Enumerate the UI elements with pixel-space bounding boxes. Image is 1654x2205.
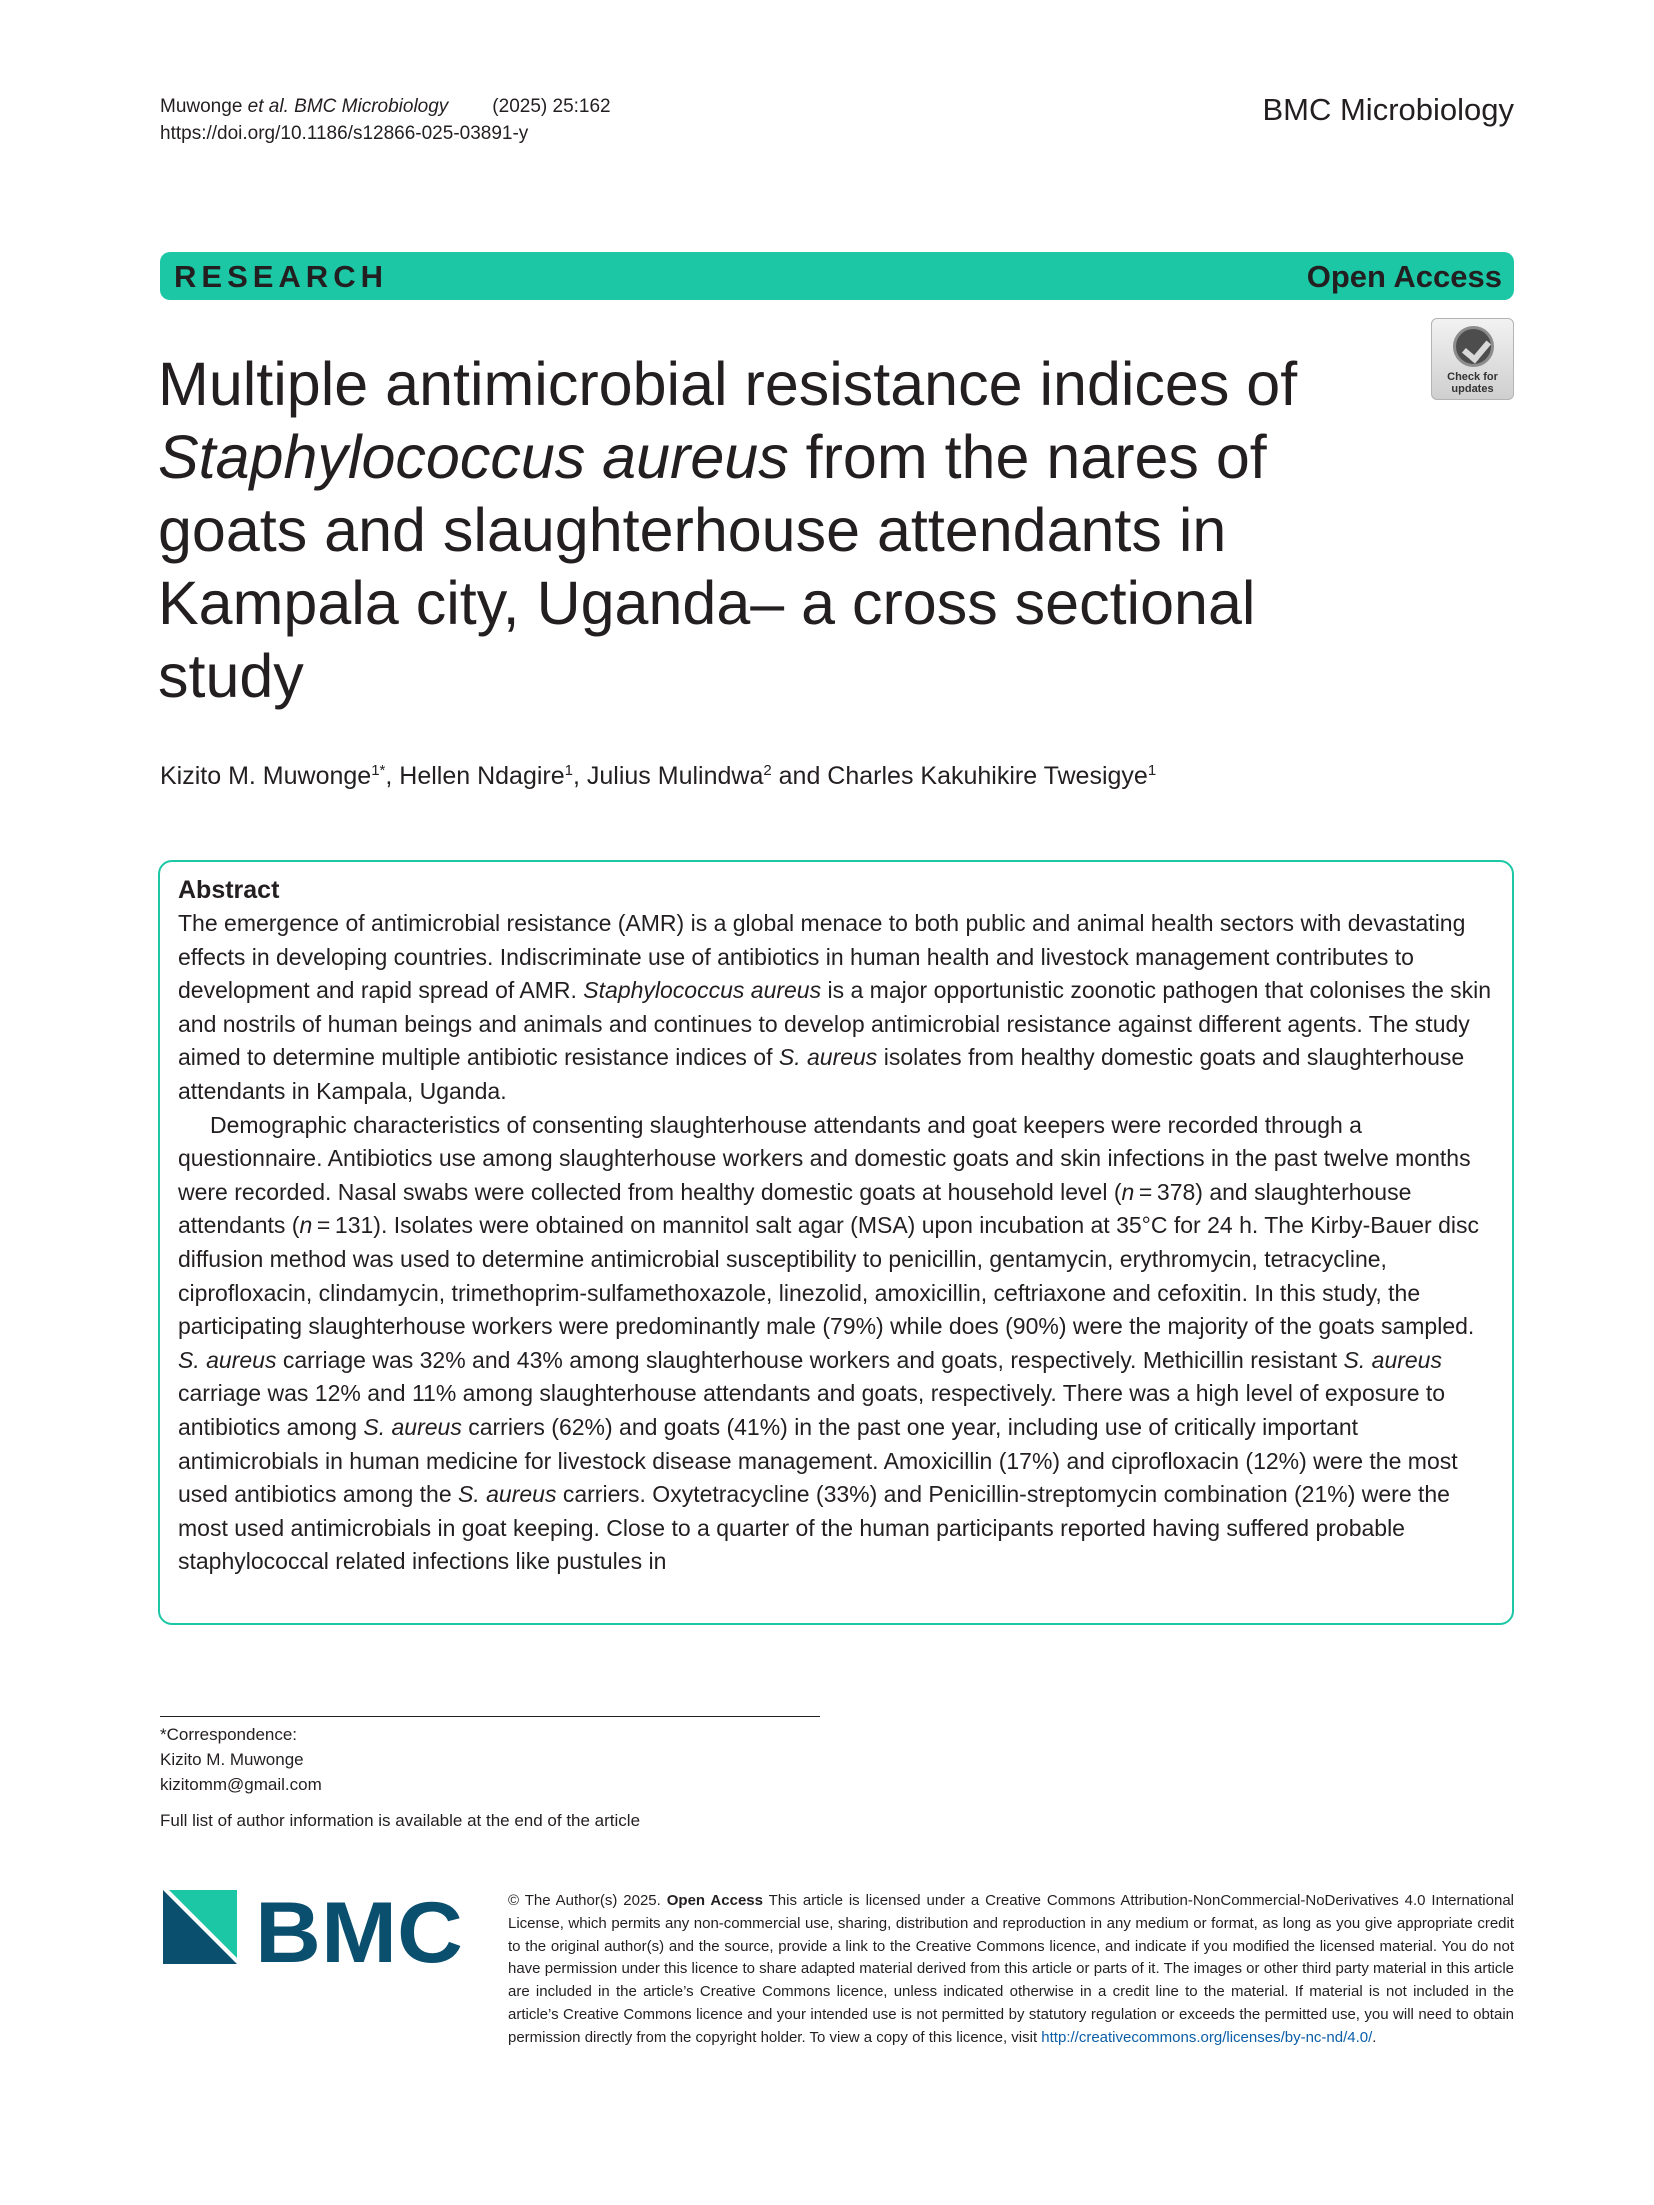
author-name[interactable]: and Charles Kakuhikire Twesigye [771,762,1148,790]
author-name[interactable]: , Julius Mulindwa [573,762,764,790]
correspondence-name: Kizito M. Muwonge [160,1750,304,1769]
citation-line [160,96,611,118]
check-mark-icon [1453,326,1494,367]
doi-link[interactable]: https://doi.org/10.1186/s12866-025-03891-y [160,123,529,144]
check-for-updates-label: Check for updates [1447,371,1498,395]
abstract-paragraph: Demographic characteristics of consenting slaughterhouse attendants and goat keepers were recorded through a questionnaire. Antibiotics use among slaughterhouse workers and domestic goats and skin infections in the past twelve months were recorded. Nasal swabs were collected from healthy domestic goats at household level (n = 378) and slaughterhouse attendants (n = 131). Isolates were obtained on mannitol salt agar (MSA) upon incubation at 35°C for 24 h. The Kirby-Bauer disc diffusion method was used to determine antimicrobial susceptibility to penicillin, gentamycin, erythromycin, tetracycline, ciprofloxacin, clindamycin, trimethoprim-sulfamethoxazole, linezolid, amoxicillin, ceftriaxone and cefoxitin. In this study, the participating slaughterhouse workers were predominantly male (79%) while does (90%) were the majority of the goats sampled. S. aureus carriage was 32% and 43% among slaughterhouse workers and goats, respectively. Methicillin resistant S. aureus carriage was 12% and 11% among slaughterhouse attendants and goats, respectively. There was a high level of exposure to antibiotics among S. aureus carriers (62%) and goats (41%) in the past one year, including use of critically important antimicrobials in human medicine for livestock disease management. Amoxicillin (17%) and ciprofloxacin (12%) were the most used antibiotics among the S. aureus carriers. Oxytetracycline (33%) and Penicillin-streptomycin combination (21%) were the most used antimicrobials in goat keeping. Close to a quarter of the human participants reported having suffered probable staphylococcal related infections like pustules in [178,1111,1479,1575]
open-access-inline: Open Access [666,1892,763,1909]
author-info-note: Full list of author information is available at the end of the article [160,1811,641,1830]
author-name[interactable]: , Hellen Ndagire [385,762,565,790]
abstract-heading: Abstract [178,876,280,904]
correspondence-email[interactable]: kizitomm@gmail.com [160,1775,322,1794]
license-statement: © The Author(s) 2025. Open Access This article is licensed under a Creative Commons Attribution-NonCommercial-NoDerivatives 4.0 International License, which permits any non-commercial use, sharing, distribution and reproduction in any medium or format, as long as you give appropriate credit to the original author(s) and the source, provide a link to the Creative Commons licence, and indicate if you modified the licensed material. You do not have permission under this licence to share adapted material derived from this article or parts of it. The images or other third party material in this article are included in the article’s Creative Commons licence, unless indicated otherwise in a credit line to the material. If material is not included in the article’s Creative Commons licence and your intended use is not permitted by statutory regulation or exceeds the permitted use, you will need to obtain permission directly from the copyright holder. To view a copy of this licence, visit http://creativecommons.org/licenses/by-nc-nd/4.0/. [508,1892,1514,2046]
correspondence [160,1722,322,1797]
footnote-divider [160,1716,820,1717]
article-title: Multiple antimicrobial resistance indices of Staphylococcus aureus from the nares of goats and slaughterhouse attendants in Kampala city, Uganda– a cross sectional study [158,350,1298,710]
check-for-updates-button[interactable] [1431,318,1514,400]
correspondence-label: *Correspondence: [160,1725,298,1744]
citation-authors: Muwonge [160,96,248,117]
author-list: Kizito M. Muwonge$^{1*}$, Hellen Ndagire$^1$, Julius Mulindwa$^2$ and Charles Kakuhikire Twesigye$^1$ [160,762,1157,790]
citation-journal: et al. BMC Microbiology [247,96,449,117]
logo-wordmark: BMC [255,1890,463,1970]
bmc-logo [163,1890,463,1970]
abstract-box [158,860,1514,1625]
article-type-band [160,252,1514,300]
citation-year: (2025) 25:162 [492,96,611,117]
license-link[interactable]: http://creativecommons.org/licenses/by-nc-nd/4.0/ [1041,2028,1373,2046]
article-type-label: RESEARCH [174,259,388,294]
author-name[interactable]: Kizito M. Muwonge [160,762,372,790]
open-access-label: Open Access [1306,259,1502,294]
journal-name: BMC Microbiology [1262,92,1514,127]
abstract-paragraph: The emergence of antimicrobial resistance (AMR) is a global menace to both public and animal health sectors with devastating effects in developing countries. Indiscriminate use of antibiotics in human health and livestock management contributes to development and rapid spread of AMR. Staphylococcus aureus is a major opportunistic zoonotic pathogen that colonises the skin and nostrils of human beings and animals and continues to develop antimicrobial resistance against different agents. The study aimed to determine multiple antibiotic resistance indices of S. aureus isolates from healthy domestic goats and slaughterhouse attendants in Kampala, Uganda. [178,910,1492,1104]
